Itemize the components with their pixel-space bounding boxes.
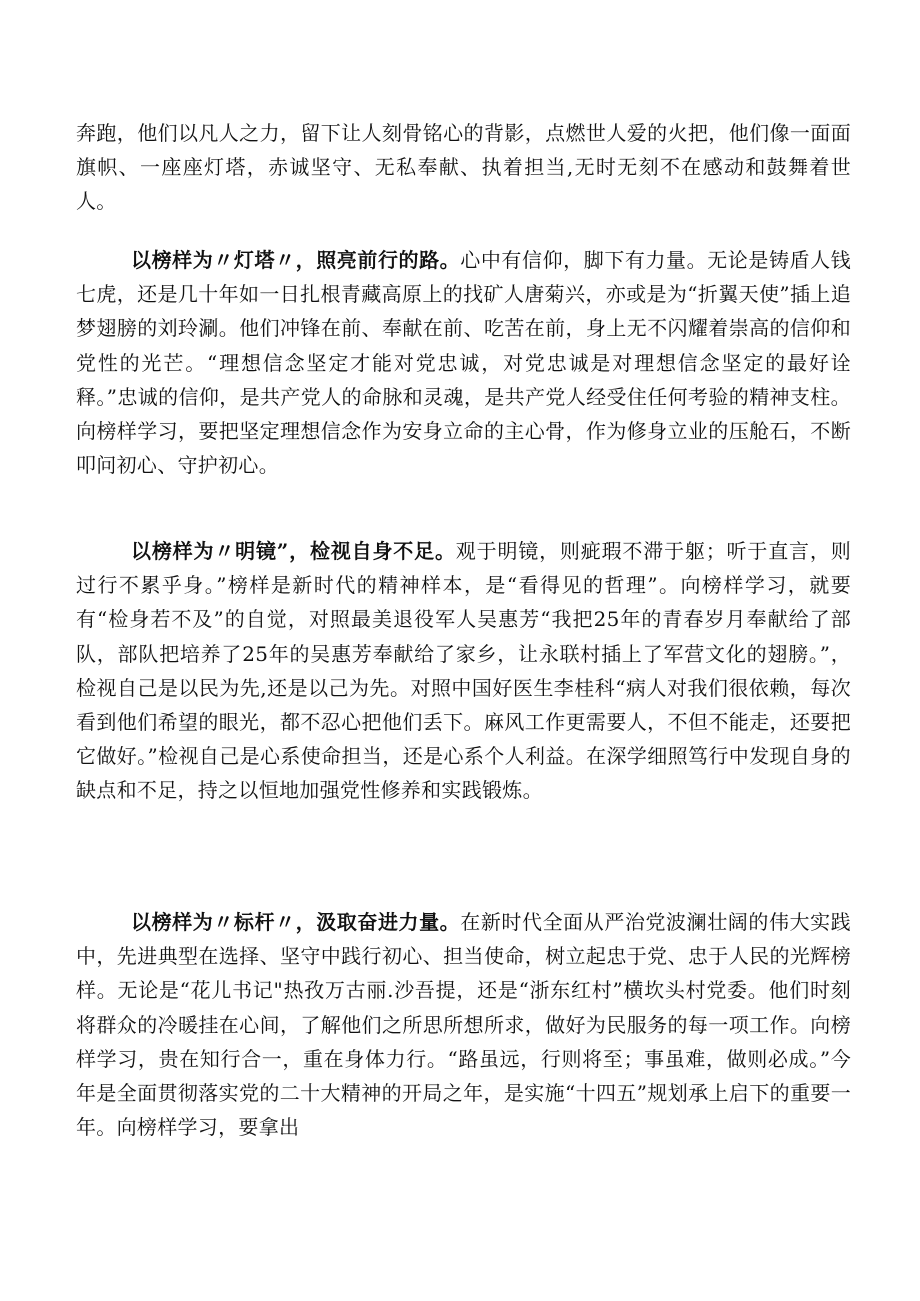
paragraph-4-lead: 以榜样为〃标杆〃，汲取奋进力量。 bbox=[131, 910, 461, 934]
paragraph-1-body: 奔跑，他们以凡人之力，留下让人刻骨铭心的背影，点燃世人爱的火把，他们像一面面旗帜、一座座灯塔，赤诚坚守、无私奉献、执着担当,无时无刻不在感动和鼓舞着世人。 bbox=[76, 121, 851, 214]
paragraph-4 bbox=[76, 905, 851, 1144]
paragraph-4-body: 在新时代全面从严治党波澜壮阔的伟大实践中，先进典型在选择、坚守中践行初心、担当使命，树立起忠于党、忠于人民的光辉榜样。无论是“花儿书记"热孜万古丽.沙吾提，还是“浙东红村”横坎头村党委。他们时刻将群众的冷暖挂在心间，了解他们之所思所想所求，做好为民服务的每一项工作。向榜样学习，贵在知行合一，重在身体力行。“路虽远，行则将至；事虽难，做则必成。”今年是全面贯彻落实党的二十大精神的开局之年，是实施“十四五”规划承上启下的重要一年。向榜样学习，要拿出 bbox=[76, 910, 851, 1140]
paragraph-3-body: 观于明镜，则疵瑕不滞于躯；听于直言，则过行不累乎身。”榜样是新时代的精神样本，是“看得见的哲理”。向榜样学习，就要有“检身若不及”的自觉，对照最美退役军人吴惠芳“我把25年的青春岁月奉献给了部队，部队把培养了25年的吴惠芳奉献给了家乡，让永联村插上了军营文化的翅膀。”，检视自己是以民为先,还是以己为先。对照中国好医生李桂科“病人对我们很依赖，每次看到他们希望的眼光，都不忍心把他们丢下。麻风工作更需要人，不但不能走，还要把它做好。”检视自己是心系使命担当，还是心系个人利益。在深学细照笃行中发现自身的缺点和不足，持之以恒地加强党性修养和实践锻炼。 bbox=[76, 539, 852, 803]
paragraph-2 bbox=[76, 243, 851, 482]
paragraph-3-lead: 以榜样为〃明镜”，检视自身不足。 bbox=[131, 539, 456, 563]
paragraph-2-body: 心中有信仰，脚下有力量。无论是铸盾人钱七虎，还是几十年如一日扎根青藏高原上的找矿人唐菊兴，亦或是为“折翼天使”插上追梦翅膀的刘玲涮。他们冲锋在前、奉献在前、吃苦在前，身上无不闪耀着崇高的信仰和党性的光芒。“理想信念坚定才能对党忠诚，对党忠诚是对理想信念坚定的最好诠释。”忠诚的信仰，是共产党人的命脉和灵魂，是共产党人经受住任何考验的精神支柱。向榜样学习，要把坚定理想信念作为安身立命的主心骨，作为修身立业的压舱石，不断叩问初心、守护初心。 bbox=[76, 248, 851, 478]
paragraph-3 bbox=[76, 534, 851, 808]
paragraph-1 bbox=[76, 116, 851, 219]
paragraph-2-lead: 以榜样为〃灯塔〃，照亮前行的路。 bbox=[131, 248, 461, 272]
